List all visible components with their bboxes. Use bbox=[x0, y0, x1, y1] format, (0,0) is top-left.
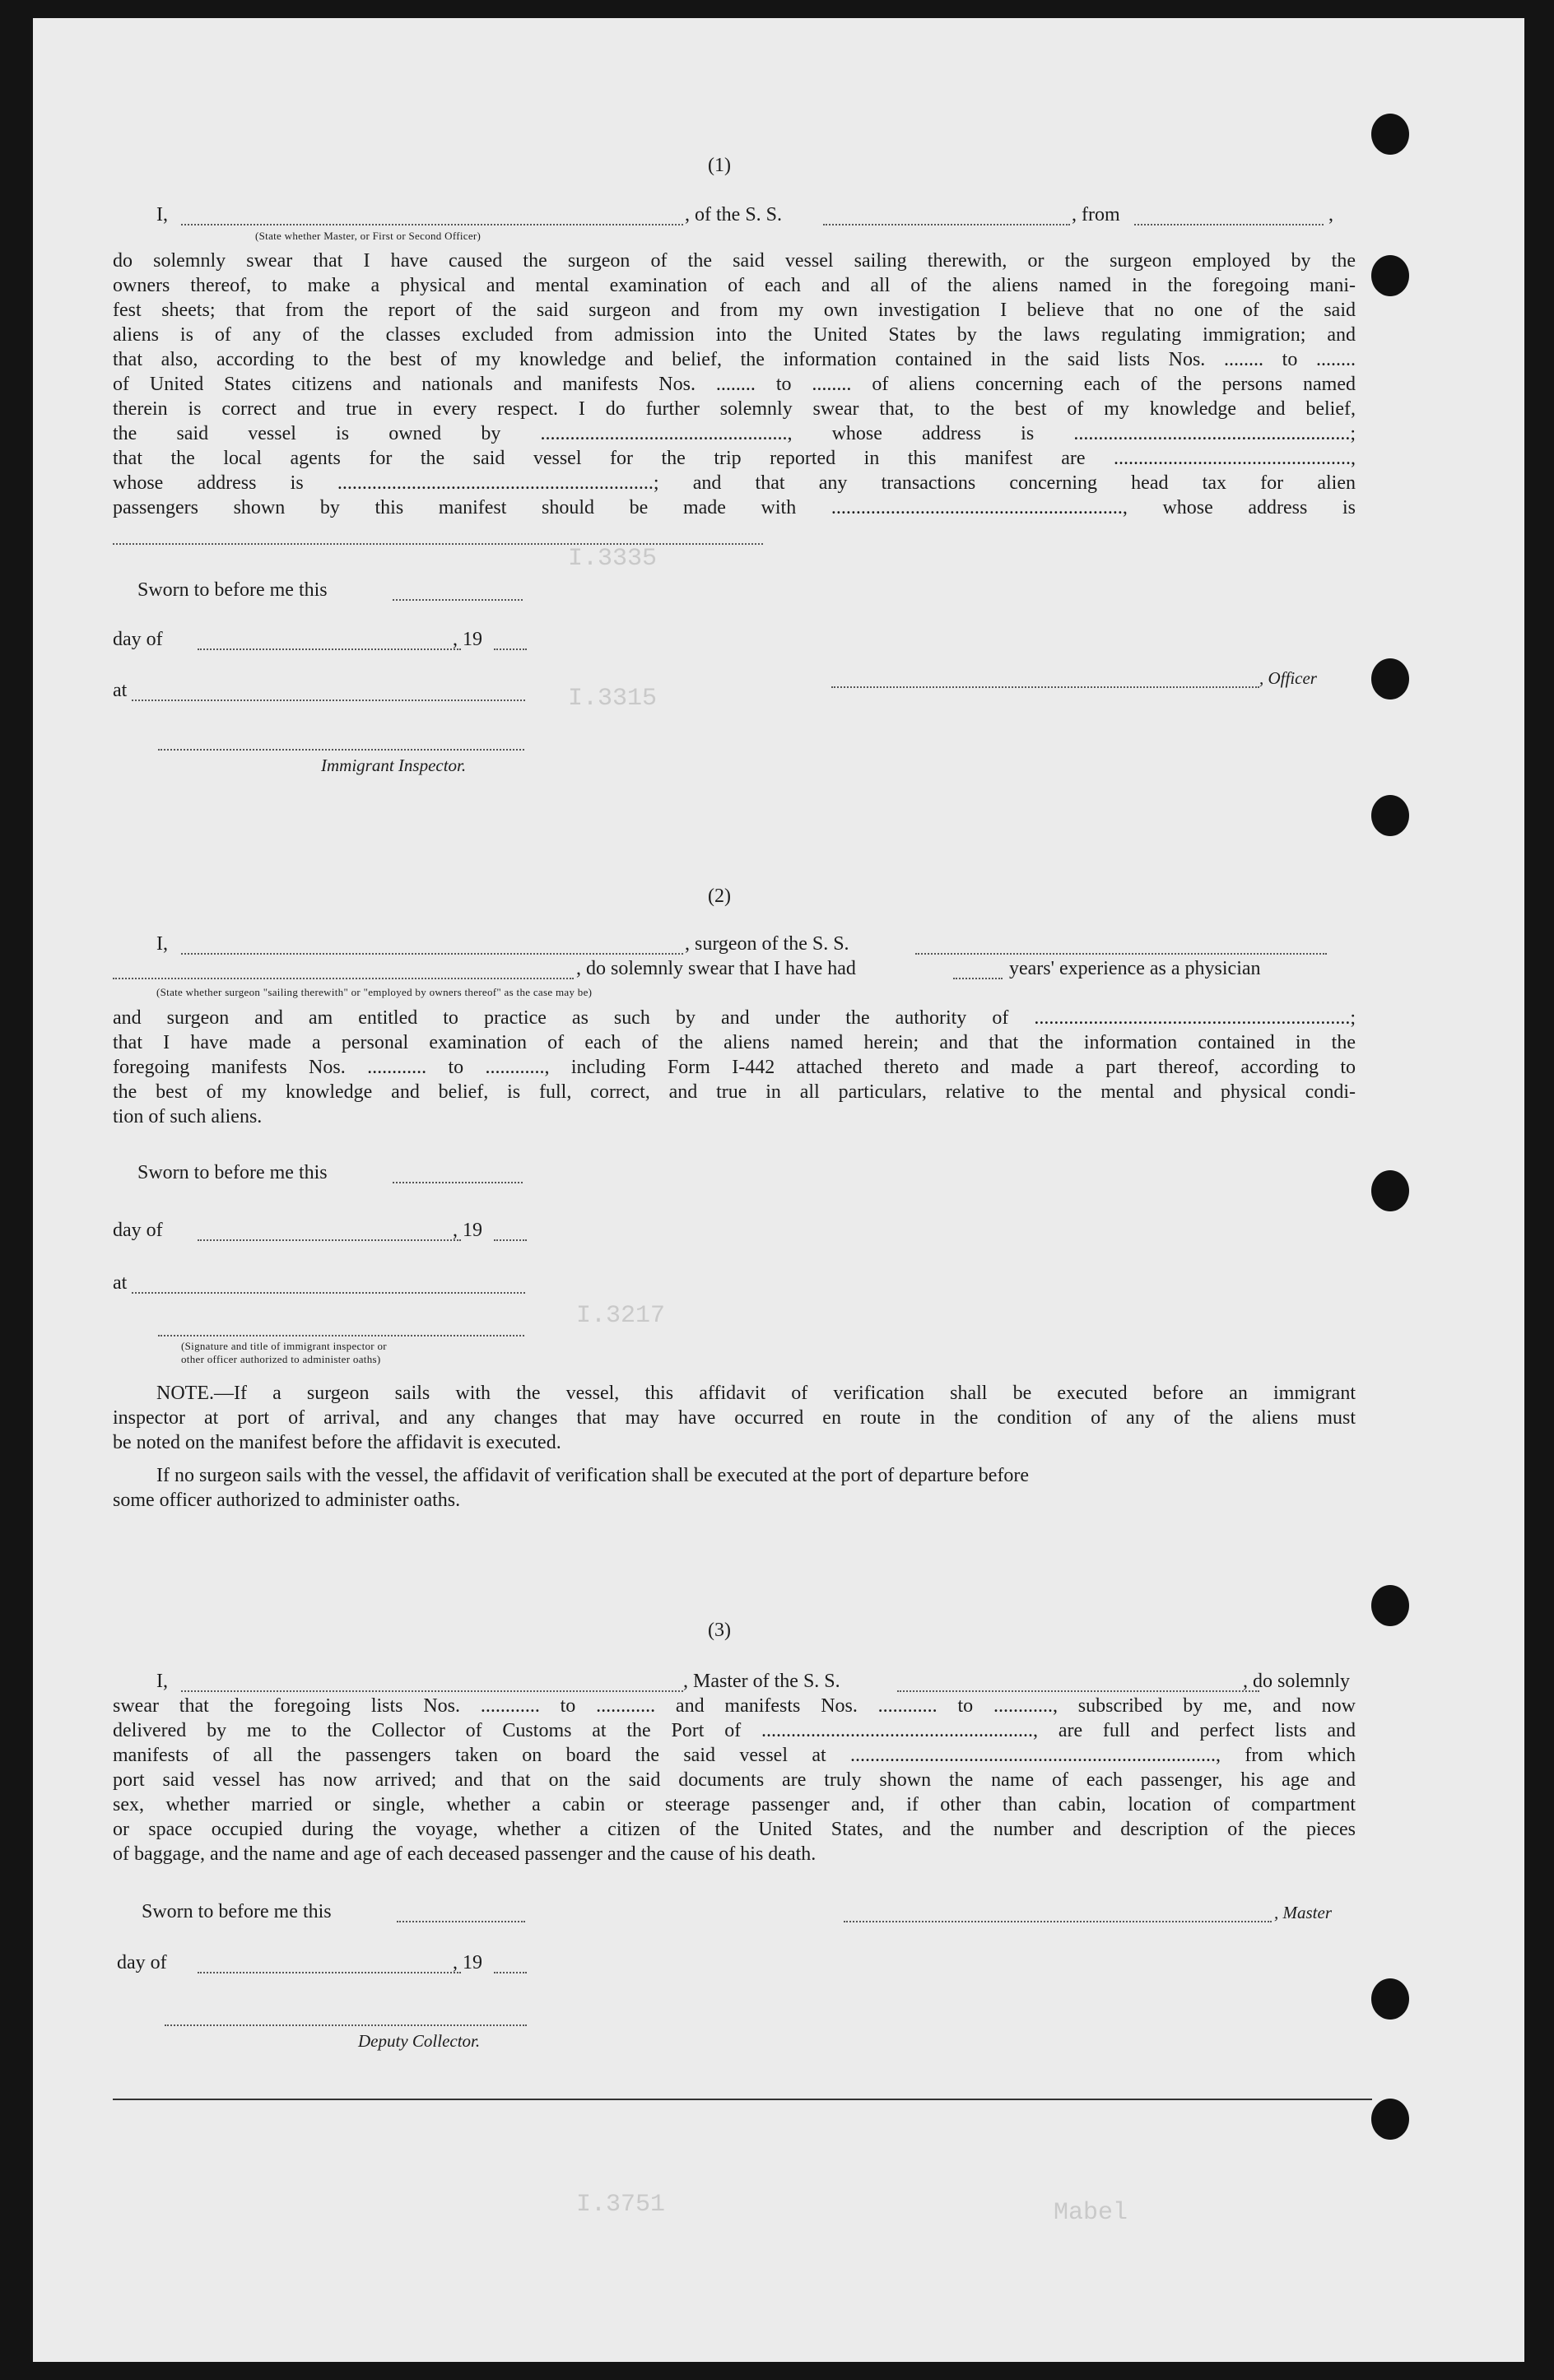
departure-port-field[interactable] bbox=[1134, 224, 1324, 225]
punch-hole bbox=[1371, 255, 1409, 296]
deputy-collector-title: Deputy Collector. bbox=[358, 2031, 481, 2051]
oath-line: therein is correct and true in every respect. I do further solemnly swear that, to the best of my knowledge and belief, bbox=[113, 398, 1356, 420]
note-line: NOTE.—If a surgeon sails with the vessel, this affidavit of verification shall be executed before an immigrant bbox=[156, 1383, 1356, 1404]
master-name-field[interactable] bbox=[181, 1690, 683, 1692]
bleed-through-mark: I.3217 bbox=[576, 1302, 666, 1330]
oath-line: owners thereof, to make a physical and mental examination of each and all of the aliens named in the foregoing mani- bbox=[113, 275, 1356, 296]
inspector-signature-field[interactable] bbox=[158, 749, 524, 751]
at-place-field[interactable] bbox=[132, 700, 525, 701]
master-oath-line: delivered by me to the Collector of Customs at the Port of ......................................................., are full and perfect lists and bbox=[113, 1720, 1356, 1741]
section-1-number: (1) bbox=[708, 155, 731, 176]
section-2-number: (2) bbox=[708, 886, 731, 907]
sworn-date-field[interactable] bbox=[393, 599, 523, 601]
officer-title: , Officer bbox=[1259, 668, 1317, 688]
master-oath-line: swear that the foregoing lists Nos. ............ to ............ and manifests Nos. ............ to ............, subscribed by me, and now bbox=[113, 1695, 1356, 1717]
master-oath-line: sex, whether married or single, whether a cabin or steerage passenger and, if other than cabin, location of compartment bbox=[113, 1794, 1356, 1815]
surgeon-of-label: , surgeon of the S. S. bbox=[685, 933, 849, 955]
day-of-label: day of bbox=[117, 1952, 167, 1973]
bleed-through-mark: I.3751 bbox=[576, 2191, 666, 2219]
oath-line: that also, according to the best of my knowledge and belief, the information contained in the said lists Nos. ........ to ........ bbox=[113, 349, 1356, 370]
form-sheet bbox=[33, 18, 1524, 2362]
oath-line: aliens is of any of the classes excluded from admission into the United States by the laws regulating immigration; and bbox=[113, 324, 1356, 346]
year-label: , 19 bbox=[453, 629, 482, 650]
collector-signature-field[interactable] bbox=[165, 2024, 527, 2026]
punch-hole bbox=[1371, 2099, 1409, 2140]
rank-field[interactable] bbox=[181, 224, 683, 225]
year-field[interactable] bbox=[494, 648, 527, 650]
year-label: , 19 bbox=[453, 1952, 482, 1973]
surgeon-caption: (State whether surgeon "sailing therewith" or "employed by owners thereof" as the case may be) bbox=[156, 986, 593, 998]
sworn-label: Sworn to before me this bbox=[142, 1901, 332, 1922]
rank-caption: (State whether Master, or First or Second Officer) bbox=[255, 230, 482, 242]
punch-hole bbox=[1371, 1585, 1409, 1626]
bleed-through-mark: I.3335 bbox=[568, 545, 658, 573]
bleed-through-mark: Mabel bbox=[1054, 2199, 1128, 2227]
signature-caption: other officer authorized to administer oaths) bbox=[181, 1353, 381, 1365]
note-line: some officer authorized to administer oaths. bbox=[113, 1490, 461, 1511]
at-place-field[interactable] bbox=[132, 1292, 525, 1294]
year-field[interactable] bbox=[494, 1239, 527, 1241]
surgeon-oath-line: foregoing manifests Nos. ............ to ............, including Form I-442 attached thereto and made a part thereof, according to bbox=[113, 1057, 1356, 1078]
do-solemnly-label: , do solemnly bbox=[1243, 1671, 1350, 1692]
day-of-label: day of bbox=[113, 629, 163, 650]
of-ss-label: , of the S. S. bbox=[685, 204, 783, 225]
note-line: inspector at port of arrival, and any changes that may have occurred en route in the condition of any of the aliens must bbox=[113, 1407, 1356, 1429]
section-2-i-label: I, bbox=[156, 933, 168, 955]
punch-hole bbox=[1371, 658, 1409, 700]
ship-name-field[interactable] bbox=[823, 224, 1070, 225]
oath-line: that the local agents for the said vessel for the trip reported in this manifest are ................................................, bbox=[113, 448, 1356, 469]
from-label: , from bbox=[1072, 204, 1120, 225]
surgeon-oath-line: the best of my knowledge and belief, is full, correct, and true in all particulars, relative to the mental and physical condi- bbox=[113, 1081, 1356, 1103]
at-label: at bbox=[113, 680, 128, 701]
surgeon-status-field[interactable] bbox=[113, 978, 574, 979]
at-label: at bbox=[113, 1272, 128, 1294]
sworn-label: Sworn to before me this bbox=[137, 1162, 328, 1183]
year-field[interactable] bbox=[494, 1972, 527, 1973]
master-of-label: , Master of the S. S. bbox=[683, 1671, 840, 1692]
immigrant-inspector-title: Immigrant Inspector. bbox=[321, 755, 467, 775]
years-experience-label: years' experience as a physician bbox=[1009, 958, 1261, 979]
bleed-through-mark: I.3315 bbox=[568, 685, 658, 713]
master-title: , Master bbox=[1274, 1903, 1332, 1922]
oath-line: whose address is ................................................................; and that any transactions concerning head tax for alien bbox=[113, 472, 1356, 494]
punch-hole bbox=[1371, 114, 1409, 155]
month-field[interactable] bbox=[198, 1239, 461, 1241]
oath-line: fest sheets; that from the report of the said surgeon and from my own investigation I believe that no one of the said bbox=[113, 300, 1356, 321]
section-3-number: (3) bbox=[708, 1620, 731, 1641]
section-1-i-label: I, bbox=[156, 204, 168, 225]
master-oath-line: manifests of all the passengers taken on board the said vessel at .........................................................................., from which bbox=[113, 1745, 1356, 1766]
oath-line: passengers shown by this manifest should be made with ..........................................................., whose address is bbox=[113, 497, 1356, 518]
punch-hole bbox=[1371, 795, 1409, 836]
bottom-rule bbox=[113, 2099, 1372, 2100]
agent-address-field[interactable] bbox=[113, 543, 763, 545]
oath-line: the said vessel is owned by .................................................., whose address is ........................................................; bbox=[113, 423, 1356, 444]
oath-line: do solemnly swear that I have caused the surgeon of the said vessel sailing therewith, or the surgeon employed by the bbox=[113, 250, 1356, 272]
surgeon-oath-line: tion of such aliens. bbox=[113, 1106, 263, 1127]
master-oath-line: of baggage, and the name and age of each deceased passenger and the cause of his death. bbox=[113, 1843, 817, 1865]
signature-caption: (Signature and title of immigrant inspector or bbox=[181, 1340, 387, 1352]
officer-signature-field[interactable] bbox=[831, 686, 1259, 688]
master-oath-line: port said vessel has now arrived; and that on the said documents are truly shown the name of each passenger, his age and bbox=[113, 1769, 1356, 1791]
surgeon-oath-line: that I have made a personal examination of each of the aliens named herein; and that the information contained in the bbox=[113, 1032, 1356, 1053]
oath-line: of United States citizens and nationals and manifests Nos. ........ to ........ of aliens concerning each of the persons named bbox=[113, 374, 1356, 395]
year-label: , 19 bbox=[453, 1220, 482, 1241]
master-ship-field[interactable] bbox=[897, 1690, 1259, 1692]
comma-end: , bbox=[1328, 204, 1333, 225]
punch-hole bbox=[1371, 1170, 1409, 1211]
surgeon-oath-line: and surgeon and am entitled to practice as such by and under the authority of ................................................................; bbox=[113, 1007, 1356, 1029]
master-oath-line: or space occupied during the voyage, whether a citizen of the United States, and the number and description of the pieces bbox=[113, 1819, 1356, 1840]
day-of-label: day of bbox=[113, 1220, 163, 1241]
month-field[interactable] bbox=[198, 1972, 461, 1973]
years-field[interactable] bbox=[953, 978, 1003, 979]
surgeon-name-field[interactable] bbox=[181, 953, 683, 955]
do-solemnly-label: , do solemnly swear that I have had bbox=[576, 958, 856, 979]
master-signature-field[interactable] bbox=[844, 1921, 1272, 1922]
note-line: If no surgeon sails with the vessel, the affidavit of verification shall be executed at the port of departure before bbox=[156, 1465, 1030, 1486]
surgeon-ship-field[interactable] bbox=[915, 953, 1327, 955]
inspector-signature-field[interactable] bbox=[158, 1335, 524, 1336]
sworn-date-field[interactable] bbox=[393, 1182, 523, 1183]
punch-hole bbox=[1371, 1978, 1409, 2020]
section-3-i-label: I, bbox=[156, 1671, 168, 1692]
note-line: be noted on the manifest before the affidavit is executed. bbox=[113, 1432, 561, 1453]
sworn-date-field[interactable] bbox=[397, 1921, 525, 1922]
month-field[interactable] bbox=[198, 648, 461, 650]
sworn-label: Sworn to before me this bbox=[137, 579, 328, 601]
